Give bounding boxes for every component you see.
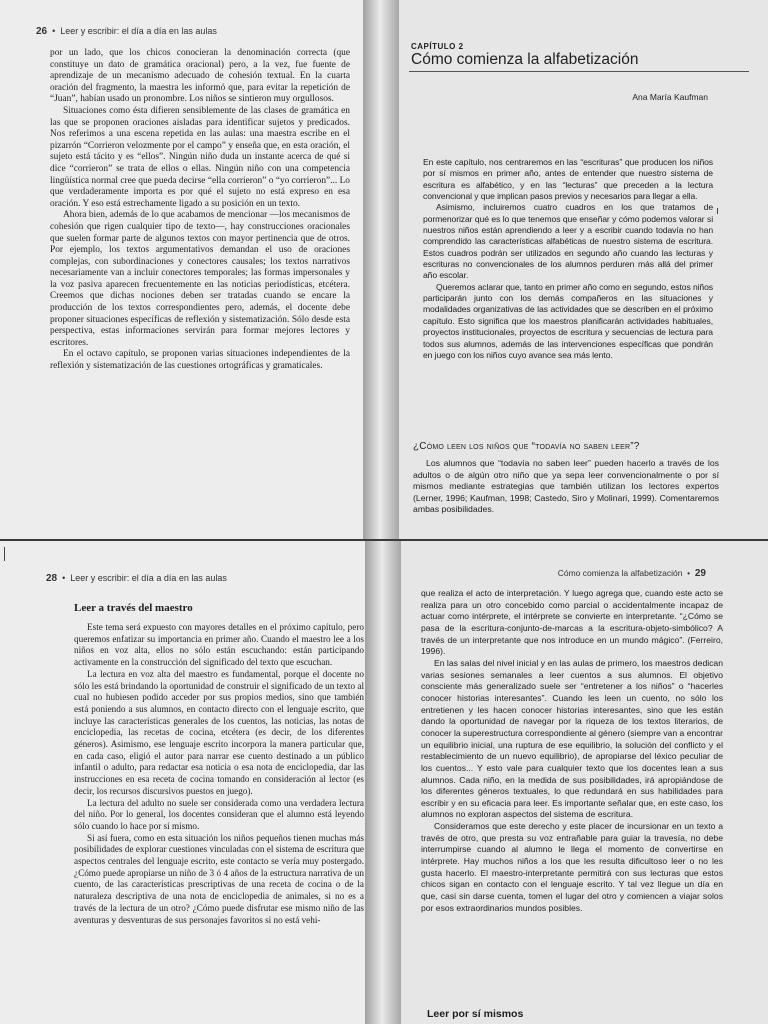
gutter-shadow	[363, 0, 381, 541]
section-heading: Leer a través del maestro	[74, 602, 193, 614]
running-head: 28 • Leer y escribir: el día a día en las aulas	[46, 573, 227, 584]
page-number: 26	[36, 26, 48, 37]
paragraph: Asimismo, incluiremos cuatro cuadros en los que tratamos de pormenorizar qué es lo que tenemos que enseñar y cómo podemos valorar si nuestros niños están aprendiendo a leer y a escribir cuando todavía no han comprendido las características alfabéticas de nuestro sistema de escritura. Estos cuadros podrán ser utilizados en segundo año cuando las lecturas y escrituras no convencionales de los alumnos perduren más allá del primer año escolar.	[423, 202, 713, 281]
chapter-author: Ana María Kaufman	[632, 92, 708, 102]
gutter-shadow	[381, 0, 399, 541]
paragraph: La lectura en voz alta del maestro es fundamental, porque el docente no sólo les está brindando la oportunidad de construir el significado de un texto al cual no hubiesen podido acceder por sus propios medios, sino que también está poniendo a sus alumnos, en contacto directo con el lenguaje escrito, que incluye las características generales de los cuentos, las noticias, las notas de enciclopedia, las recetas de cocina, etcétera (es decir, de los diferentes géneros). Asimismo, ese lenguaje escrito incorpora la manera particular que, en cada caso, eligió el autor para narrar ese cuento destinado a un público infantil o adulto, para redactar esa noticia o esa nota de enciclopedia, dar las instrucciones en esa receta de cocina tomando en consideración al lector (es decir, los recursos discursivos puestos en juego).	[74, 668, 364, 796]
chapter-kicker: CAPÍTULO 2	[411, 42, 464, 51]
page-26	[0, 0, 381, 541]
chapter-rule	[409, 71, 749, 72]
gutter-shadow	[383, 541, 401, 1024]
paragraph: Queremos aclarar que, tanto en primer año como en segundo, estos niños participarán junto con los demás compañeros en las situaciones y modalidades organizativas de las actividades que se describen en el próximo capítulo. Esto significa que los maestros planificarán actividades habituales, proyectos institucionales, proyectos de escritura y secuencias de lectura para todos sus alumnos, además de las intervenciones específicas que pondrán en juego con los niños cuyo avance sea más lento.	[423, 281, 713, 360]
running-head: Cómo comienza la alfabetización • 29	[557, 568, 706, 579]
page-28-body	[74, 622, 364, 926]
chapter-title: Cómo comienza la alfabetización	[411, 51, 639, 68]
page-28	[0, 541, 383, 1024]
running-head-title: Leer y escribir: el día a día en las aulas	[60, 26, 217, 36]
paragraph: En las salas del nivel inicial y en las aulas de primero, los maestros dedican varias sesiones semanales a leer cuentos a sus alumnos. El objetivo consciente más generalizado suele ser “entretener a los niños” o “hacerles conocer historias interesantes”. Cuando les leen un cuento, no sólo los entretienen y les hacen conocer historias interesantes, sino que les están dando la oportunidad de navegar por la riqueza de los textos literarios, de conocer la superestructura correspondiente al género (siempre van a encontrar un equilibrio inicial, una ruptura de ese equilibrio, la solución del conflicto y el restablecimiento de un nuevo equilibrio), de apropiarse del léxico peculiar de los cuentos... Y esto vale para cualquier texto que los docentes lean a sus alumnos. Cada niño, en la medida de sus posibilidades, irá apropiándose de los diferentes géneros textuales, lo que redundará en sus habilidades para escribir y en su eficacia para leer. Es importante señalar que, en este caso, los alumnos no exploran aspectos del sistema de escritura.	[421, 657, 723, 820]
page-29-body	[421, 588, 723, 914]
paragraph: Ahora bien, además de lo que acabamos de mencionar —los mecanismos de cohesión que rigen cualquier tipo de texto—, hay construcciones oracionales que suelen formar parte de algunos textos con mayor pertinencia que de otros. Por ejemplo, los textos argumentativos demandan el uso de oraciones complejas, con subordinaciones y conectores causales; los textos narrativos necesariamente van a incluir conectores temporales; las formas impersonales y la voz pasiva aparecen frecuentemente en las noticias periodísticas, etcétera. Creemos que dichas nociones deben ser tratadas cuando se encare la producción de los textos correspondientes pero, además, el docente debe proponer situaciones específicas de reflexión y sistematización. Sólo desde esta perspectiva, estas informaciones servirán para formar mejores lectores y escritores.	[50, 210, 350, 348]
page-27	[381, 0, 768, 541]
page-26-body	[50, 48, 350, 373]
section-heading: ¿Cómo leen los niños que “todavía no saben leer”?	[413, 441, 640, 452]
paragraph: Situaciones como ésta difieren sensiblemente de las clases de gramática en las que se proponen oraciones aisladas para identificar sujetos y predicados. Nos referimos a una escena repetida en las aulas: una maestra escribe en el pizarrón “Corrieron velozmente por el campo” y enseña que, en esta oración, el sujeto está tácito y es “ellos”. Ningún niño duda un instante acerca de qué si dice “corrieron” se trata de ellos o ellas. Ningún niño con una competencia lingüística normal cree que pueda decirse “ella corrieron” o “yo corrieron”... Lo que verdaderamente importa es por qué el sujeto no está expreso en esa oración. Y eso está estrechamente ligado a su posición en un texto.	[50, 105, 350, 209]
paragraph: En este capítulo, nos centraremos en las “escrituras” que producen los niños por sí mismos en primer año, antes de entender que nuestro sistema de escritura es alfabético, y en las “lecturas” que preceden a la lectura convencional y que implican pasos previos y necesarios para llegar a ella.	[423, 157, 713, 202]
running-head-title: Cómo comienza la alfabetización	[557, 568, 683, 578]
page-27-section-body	[413, 458, 719, 516]
margin-mark	[4, 547, 5, 561]
paragraph: La lectura del adulto no suele ser considerada como una verdadera lectura del niño. Por lo general, los docentes consideran que el alumno está leyendo sólo cuando lo hace por sí mismo.	[74, 797, 364, 831]
paragraph: Este tema será expuesto con mayores detalles en el próximo capítulo, pero queremos enfatizar su importancia en primer año. Cuando el maestro lee a los niños en voz alta, ellos no sólo están escuchando: están participando activamente en la construcción del significado del texto que escuchan.	[74, 622, 364, 668]
paragraph: Consideramos que este derecho y este placer de incursionar en un texto a través de otro, que presta su voz entrañable para guiar la travesía, no debe interrumpirse cuando al alumno le llega el momento de convertirse en intérprete. Hay muchos niños a los que les resulta dificultoso leer o no les gusta hacerlo. El maestro-interpretante permitirá con sus lecturas que estos chicos sigan en contacto con el lenguaje escrito. Y tal vez llegue un día en que, casi sin darse cuenta, tomen el lugar del otro y comiencen a viajar solos por esos extraordinarios mundos posibles.	[421, 821, 723, 913]
page-number: 28	[46, 573, 58, 584]
paragraph: que realiza el acto de interpretación. Y luego agrega que, cuando este acto se realiza para un otro concebido como parcial o accidentalmente incapaz de actuar como intérprete, el intérprete se convierte en interpretante. “¿Cómo se pasa de la escritura-conjunto-de-marcas a la escritura-objeto-simbólico? A través de un interpretante que nos introduce en un mundo mágico”. (Ferreiro, 1996).	[421, 588, 723, 657]
running-head-title: Leer y escribir: el día a día en las aulas	[70, 573, 227, 583]
section-heading: Leer por sí mismos	[427, 1008, 524, 1020]
page-29	[383, 541, 768, 1024]
paragraph: por un lado, que los chicos conocieran la denominación correcta (que constituye un dato de gramática oracional) pero, a la vez, fue fuente de aprendizaje de un mecanismo adecuado de cohesión textual. En la cuarta oración del fragmento, la maestra les informó que, para evitar la repetición de “Juan”, habían usado un pronombre. Los niños se sintieron muy orgullosos.	[50, 48, 350, 105]
paragraph: En el octavo capítulo, se proponen varias situaciones independientes de la reflexión y sistematización de las cuestiones ortográficas y gramaticales.	[50, 349, 350, 372]
gutter-shadow	[365, 541, 383, 1024]
running-head: 26 • Leer y escribir: el día a día en las aulas	[36, 26, 217, 37]
paragraph: Los alumnos que “todavía no saben leer” pueden hacerlo a través de los adultos o de algún otro niño que ya sepa leer convencionalmente o por sí mismos mediante estrategias que también utilizan los lectores expertos (Lerner, 1996; Kaufman, 1998; Castedo, Siro y Molinari, 1999). Comentaremos ambas posibilidades.	[413, 458, 719, 515]
paragraph: Si así fuera, como en esta situación los niños pequeños tienen muchas más posibilidades de explorar cuestiones vinculadas con el sistema de escritura que aspectos centrales del lenguaje escrito, este contacto se vería muy postergado. ¿Cómo puede apropiarse un niño de 3 ó 4 años de la estructura narrativa de un cuento, de las características prescriptivas de una receta de cocina o de la naturaleza descriptiva de una nota de enciclopedia de animales, si no es a través de la lectura de un otro? ¿Cómo puede disfrutar ese mismo niño de las aventuras y desventuras de sus personajes favoritos si no está vehi-	[74, 832, 364, 925]
chapter-intro	[423, 157, 713, 361]
page-number: 29	[694, 568, 706, 579]
margin-mark	[717, 208, 718, 214]
